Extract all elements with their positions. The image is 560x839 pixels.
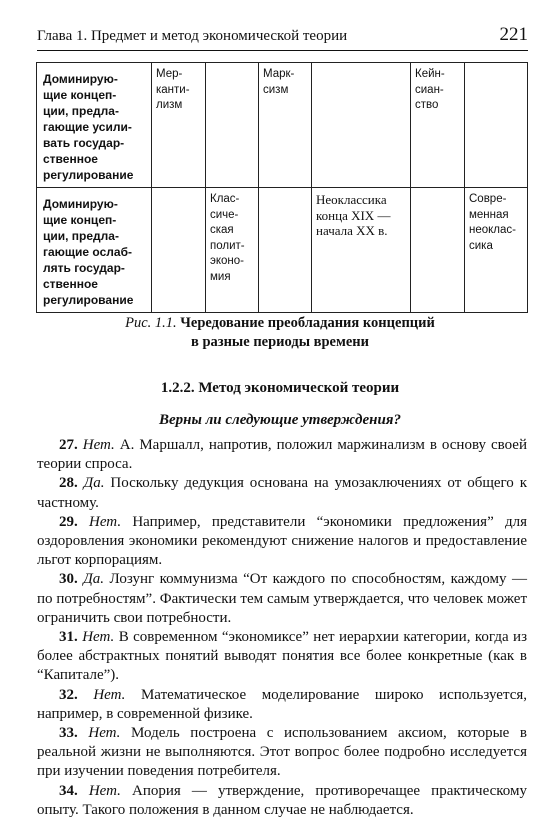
- concepts-table: [36, 62, 528, 313]
- answer-paragraph: [37, 724, 527, 782]
- table-cell: [259, 188, 312, 313]
- answer-number: 34.: [59, 782, 78, 799]
- row-label-strengthen: Доминирую- щие концеп- ции, предла- гающие усили- вать государ- ственное регулирование: [37, 63, 152, 188]
- table-cell: Марк- сизм: [259, 63, 312, 188]
- answer-verdict: Нет.: [88, 782, 121, 799]
- answer-text: В современном “экономиксе” нет иерархии категории, когда из более абстрактных понятий выводят понятия все более конкретные (как в “Капитале”).: [37, 629, 527, 684]
- answer-verdict: Нет.: [88, 725, 121, 742]
- table-cell: Кейн- сиан- ство: [411, 63, 465, 188]
- answer-verdict: Нет.: [82, 437, 115, 453]
- figure-title-line1: Чередование преобладания концепций: [180, 315, 435, 331]
- table-cell: Мер- канти- лизм: [152, 63, 206, 188]
- row-label-weaken: Доминирую- щие концеп- ции, предла- гающие ослаб- лять государ- ственное регулирование: [37, 188, 152, 313]
- answer-paragraph: [37, 570, 527, 628]
- page-number: 221: [499, 24, 528, 45]
- answer-verdict: Да.: [83, 475, 105, 492]
- table-row: [37, 188, 528, 313]
- answer-paragraph: [37, 436, 527, 474]
- answer-paragraph: [37, 686, 527, 724]
- answer-text: А. Маршалл, напротив, положил маржинализм в основу своей теории спроса.: [37, 437, 527, 473]
- answer-paragraph: [37, 782, 527, 820]
- answer-number: 33.: [59, 725, 78, 742]
- answer-number: 31.: [59, 629, 78, 646]
- answer-verdict: Нет.: [89, 513, 122, 530]
- table-cell: Совре- менная неоклас- сика: [465, 188, 528, 313]
- answer-text: Лозунг коммунизма “От каждого по способностям, каждому — по потребностям”. Фактически тем самым утверждается, что человек может ограничить свои потребности.: [37, 571, 527, 626]
- answer-text: Апория — утверждение, противоречащее практическому опыту. Такого положения в данном случае не наблюдается.: [37, 782, 527, 818]
- question-heading: Верны ли следующие утверждения?: [158, 412, 402, 428]
- answer-number: 27.: [59, 437, 78, 453]
- table-row: [37, 63, 528, 188]
- answer-number: 32.: [59, 686, 78, 703]
- table-cell: [465, 63, 528, 188]
- running-header: [37, 10, 528, 51]
- answer-paragraph: [37, 474, 527, 512]
- answer-text: Модель построена с использованием аксиом, которые в реальной жизни не выполняются. Этот вопрос более подробно исследуется при изучении поведения потребителя.: [37, 725, 528, 780]
- chapter-title: Глава 1. Предмет и метод экономической теории: [37, 28, 348, 44]
- answer-text: Поскольку дедукция основана на умозаключениях от общего к частному.: [37, 475, 528, 511]
- table-cell: [411, 188, 465, 313]
- section-heading: 1.2.2. Метод экономической теории: [160, 380, 400, 396]
- answer-verdict: Да.: [83, 571, 105, 588]
- table-cell: [312, 63, 411, 188]
- figure-caption: [0, 314, 560, 352]
- answer-paragraph: [37, 513, 527, 571]
- answer-text: Математическое моделирование широко используется, например, в современной физике.: [37, 686, 528, 722]
- answer-text: Например, представители “экономики предложения” для оздоровления экономики рекомендуют снижение налогов и предоставление льгот корпорациям.: [37, 513, 528, 569]
- answer-number: 30.: [59, 571, 78, 588]
- answers-list: [37, 436, 527, 820]
- table-cell: [206, 63, 259, 188]
- answer-verdict: Нет.: [82, 629, 115, 646]
- figure-label: Рис. 1.1.: [125, 315, 177, 331]
- table-cell: [152, 188, 206, 313]
- table-cell: Неоклассика конца XIX — начала XX в.: [312, 188, 411, 313]
- answer-verdict: Нет.: [93, 686, 126, 703]
- figure-title-line2: в разные периоды времени: [190, 334, 369, 350]
- answer-paragraph: [37, 628, 527, 686]
- answer-number: 29.: [59, 513, 78, 530]
- table-cell: Клас- сиче- ская полит- эконо- мия: [206, 188, 259, 313]
- answer-number: 28.: [59, 475, 78, 492]
